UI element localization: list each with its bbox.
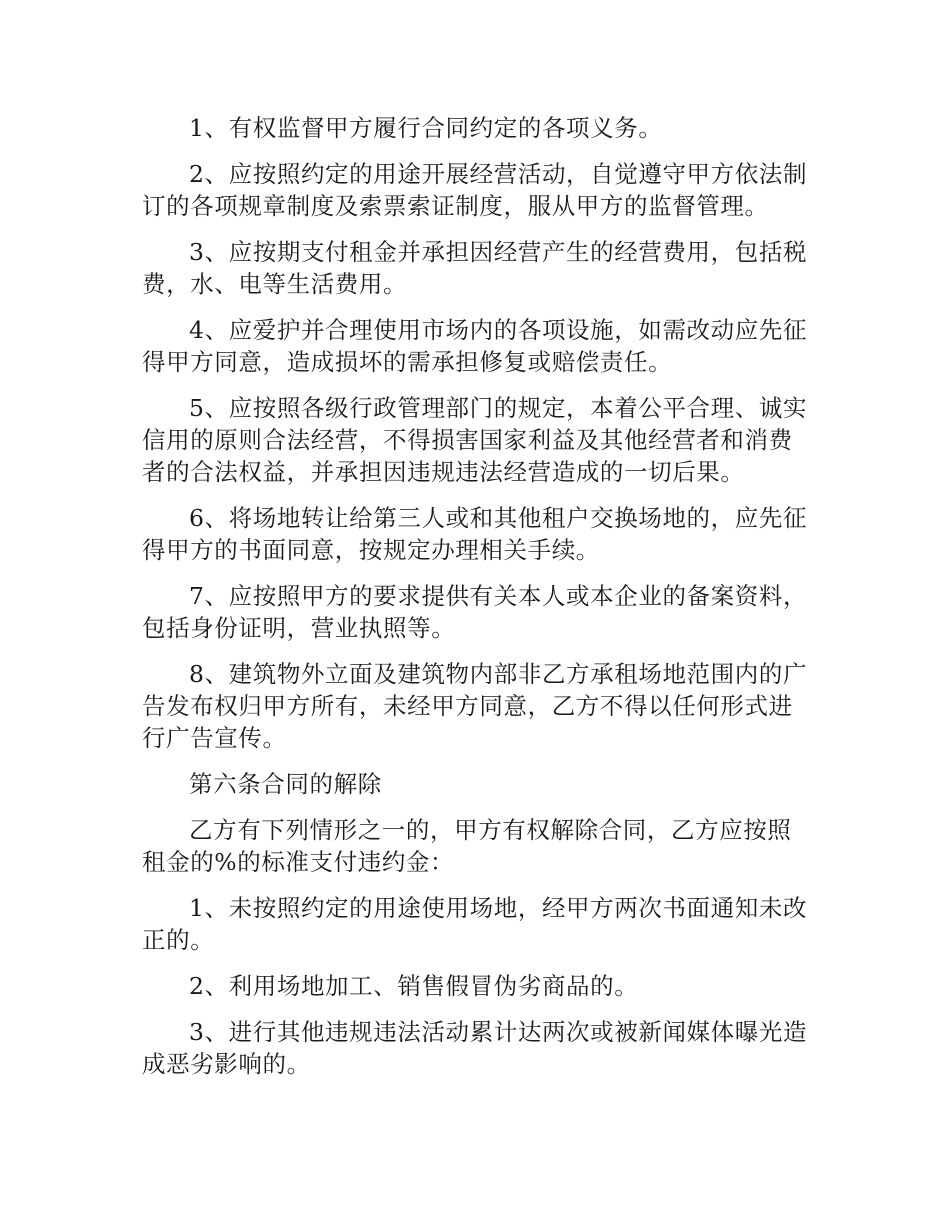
paragraph-lawful-operation: 5、应按照各级行政管理部门的规定，本着公平合理、诚实信用的原则合法经营，不得损害国家利益及其他经营者和消费者的合法权益，并承担因违规违法经营造成的一切后果。 [142, 394, 808, 486]
paragraph-transfer: 6、将场地转让给第三人或和其他租户交换场地的，应先征得甲方的书面同意，按规定办理相关手续。 [142, 504, 808, 564]
paragraph-right-monitor: 1、有权监督甲方履行合同约定的各项义务。 [189, 114, 663, 142]
paragraph-business-use: 2、应按照约定的用途开展经营活动，自觉遵守甲方依法制订的各项规章制度及索票索证制度，服从甲方的监督管理。 [142, 160, 808, 220]
paragraph-termination-2: 2、利用场地加工、销售假冒伪劣商品的。 [189, 972, 639, 1000]
paragraph-pay-rent: 3、应按期支付租金并承担因经营产生的经营费用，包括税费，水、电等生活费用。 [142, 238, 808, 298]
paragraph-facilities: 4、应爱护并合理使用市场内的各项设施，如需改动应先征得甲方同意，造成损坏的需承担修复或赔偿责任。 [142, 316, 808, 376]
paragraph-termination-3: 3、进行其他违规违法活动累计达两次或被新闻媒体曝光造成恶劣影响的。 [142, 1018, 808, 1078]
paragraph-advertising: 8、建筑物外立面及建筑物内部非乙方承租场地范围内的广告发布权归甲方所有，未经甲方同意，乙方不得以任何形式进行广告宣传。 [142, 660, 808, 752]
document-page [142, 112, 814, 1094]
paragraph-termination-1: 1、未按照约定的用途使用场地，经甲方两次书面通知未改正的。 [142, 894, 808, 954]
paragraph-filing-materials: 7、应按照甲方的要求提供有关本人或本企业的备案资料，包括身份证明，营业执照等。 [142, 582, 808, 642]
paragraph-termination-intro: 乙方有下列情形之一的，甲方有权解除合同，乙方应按照租金的%的标准支付违约金： [142, 816, 792, 876]
section-heading-termination: 第六条合同的解除 [189, 770, 382, 798]
